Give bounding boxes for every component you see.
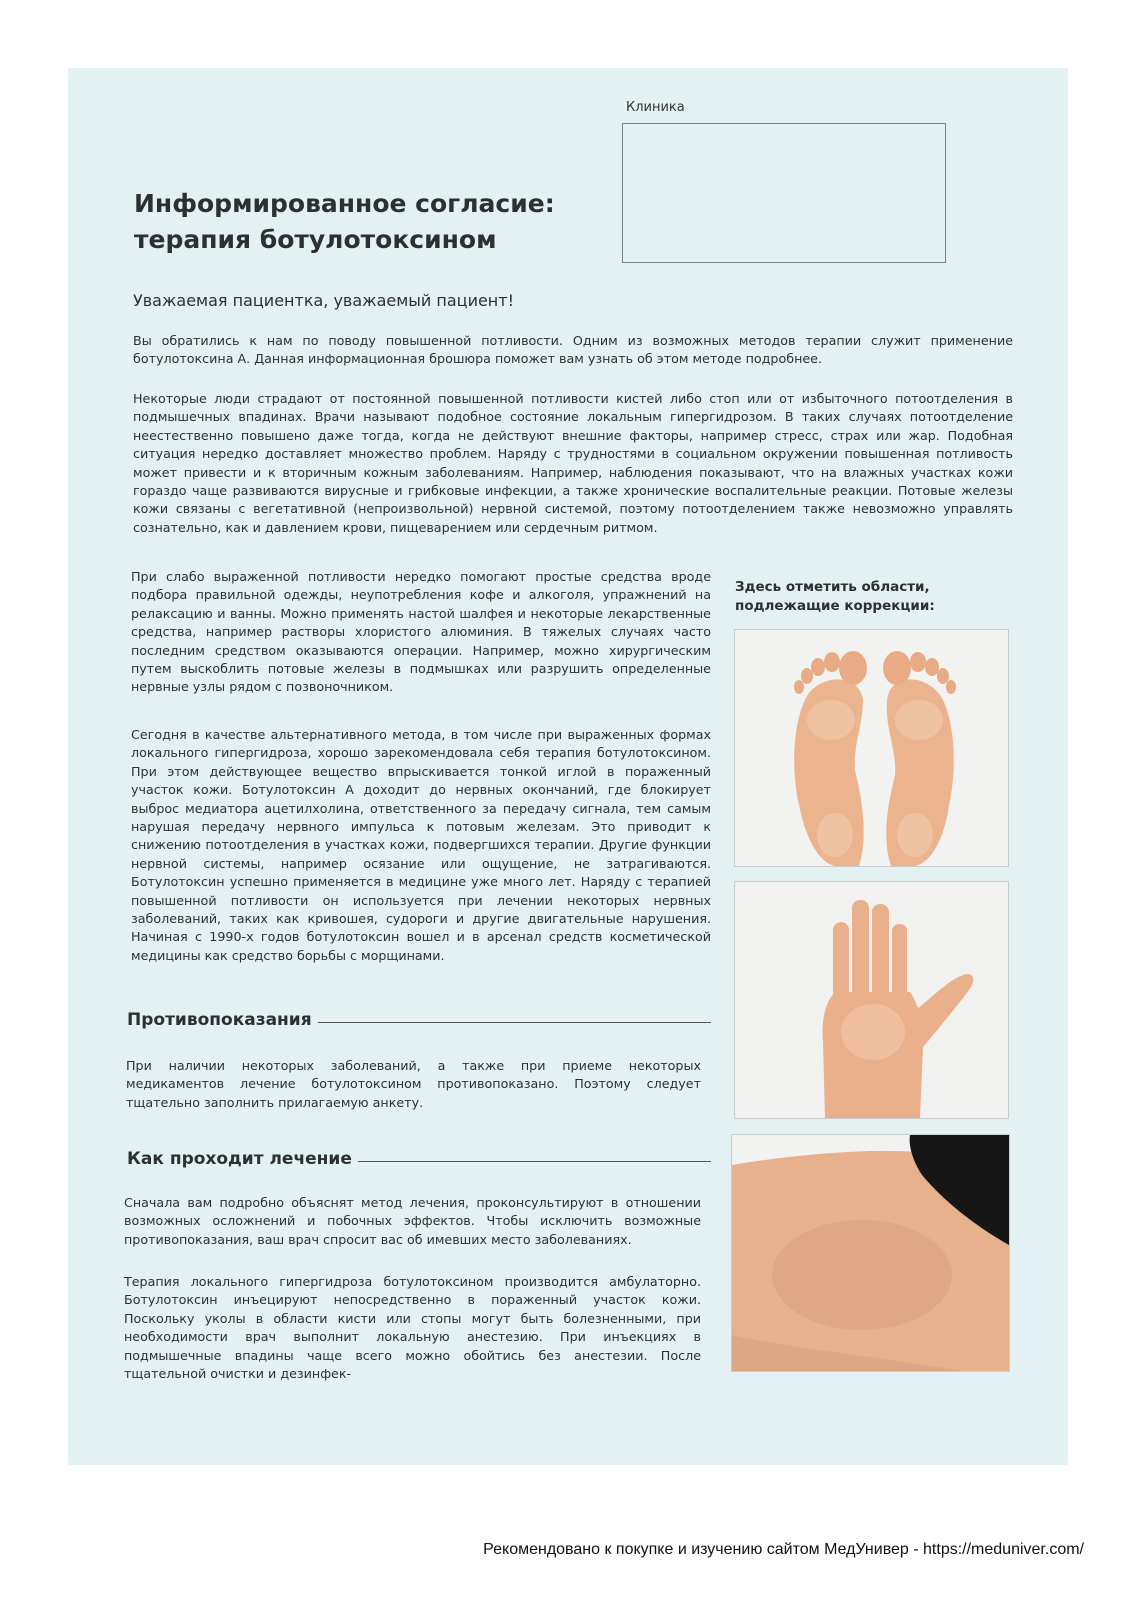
clinic-label: Клиника [626,100,685,115]
contraindications-text: При наличии некоторых заболеваний, а также при приеме некоторых медикаментов лечение ботулотоксином противопоказано. Поэтому следует тщательно заполнить прилагаемую анкету. [126,1058,701,1110]
footer-recommendation: Рекомендовано к покупке и изучению сайтом МедУнивер - https://meduniver.com/ [483,1541,1084,1558]
document-page [68,68,1068,1465]
procedure-paragraph-1: Сначала вам подробно объяснят метод лечения, проконсультируют в отношении возможных осложнений и побочных эффектов. Чтобы исключить возможные противопоказания, ваш врач спросит вас об имевших место заболеваниях. [124,1195,701,1247]
body-paragraph-1: При слабо выраженной потливости нередко помогают простые средства вроде подбора правильной одежды, неупотребления кофе и алкоголя, упражнений на релаксацию и ванны. Можно применять настой шалфея и некоторые лекарственные средства, например растворы хлористого алюминия. В тяжелых случаях часто последним средством оказываются операции. Например, можно хирургическим путем выскоблить потовые железы в подмышках или разрушить определенные нервные узлы рядом с позвоночником. [131,569,711,695]
heading-rule [318,1022,711,1023]
feet-illustration [735,630,1008,866]
procedure-paragraph-2: Терапия локального гипергидроза ботулотоксином производится амбулаторно. Ботулотоксин инъецируют непосредственно в пораженный участок кожи. Поскольку уколы в области кисти или стопы могут быть болезненными, при необходимости врач выполнит локальную анестезию. При инъекциях в подмышечные впадины чаще всего можно обойтись без анестезии. После тщательной очистки и дезинфек- [124,1274,701,1382]
underarm-photo[interactable] [731,1134,1010,1372]
greeting: Уважаемая пациентка, уважаемый пациент! [133,291,514,310]
procedure-heading-text: Как проходит лечение [127,1149,352,1169]
title-line-1: Информированное согласие: [134,189,555,218]
intro-paragraph-1: Вы обратились к нам по поводу повышенной потливости. Одним из возможных методов терапии служит применение ботулотоксина А. Данная информационная брошюра поможет вам узнать об этом методе подробнее. [133,333,1013,367]
title-line-2: терапия ботулотоксином [134,225,497,254]
feet-soles-photo[interactable] [734,629,1009,867]
clinic-stamp-box [622,123,946,263]
mark-areas-label: Здесь отметить области, подлежащие коррекции: [735,579,935,614]
procedure-heading [127,1149,711,1169]
document-title [134,186,634,258]
palm-photo[interactable] [734,881,1009,1119]
palm-illustration [735,882,1008,1118]
intro-paragraph-2: Некоторые люди страдают от постоянной повышенной потливости кистей либо стоп или от избыточного потоотделения в подмышечных впадинах. Врачи называют подобное состояние локальным гипергидрозом. В таких случаях потоотделение неестественно повышено даже тогда, когда не действуют внешние факторы, например стресс, страх или жар. Подобная ситуация нередко доставляет множество проблем. Наряду с трудностями в социальном окружении повышенная потливость может привести и к вторичным кожным заболеваниям. Например, наблюдения показывают, что на влажных участках кожи гораздо чаще развиваются вирусные и грибковые инфекции, а также хронические воспалительные реакции. Потовые железы кожи связаны с вегетативной (непроизвольной) нервной системой, поэтому потоотделением также невозможно управлять сознательно, как и давлением крови, пищеварением или сердечным ритмом. [133,391,1013,535]
contraindications-heading [127,1010,711,1030]
body-paragraph-2: Сегодня в качестве альтернативного метода, в том числе при выраженных формах локального гипергидроза, хорошо зарекомендовала себя терапия ботулотоксином. При этом действующее вещество впрыскивается тонкой иглой в пораженный участок кожи. Ботулотоксин А доходит до нервных окончаний, где блокирует выброс медиатора ацетилхолина, ответственного за передачу сигнала, тем самым нарушая передачу нервного импульса к потовым железам. Это приводит к снижению потоотделения в участках кожи, подвергшихся терапии. Другие функции нервной системы, например осязание или ощущение, не затрагиваются. Ботулотоксин успешно применяется в медицине уже много лет. Наряду с терапией повышенной потливости он используется при лечении некоторых нервных заболеваний, таких как кривошея, судороги и другие двигательные нарушения. Начиная с 1990-х годов ботулотоксин вошел и в арсенал средств косметической медицины как средство борьбы с морщинами. [131,727,711,963]
heading-rule [358,1161,711,1162]
underarm-illustration [732,1135,1009,1371]
contraindications-heading-text: Противопоказания [127,1010,312,1030]
